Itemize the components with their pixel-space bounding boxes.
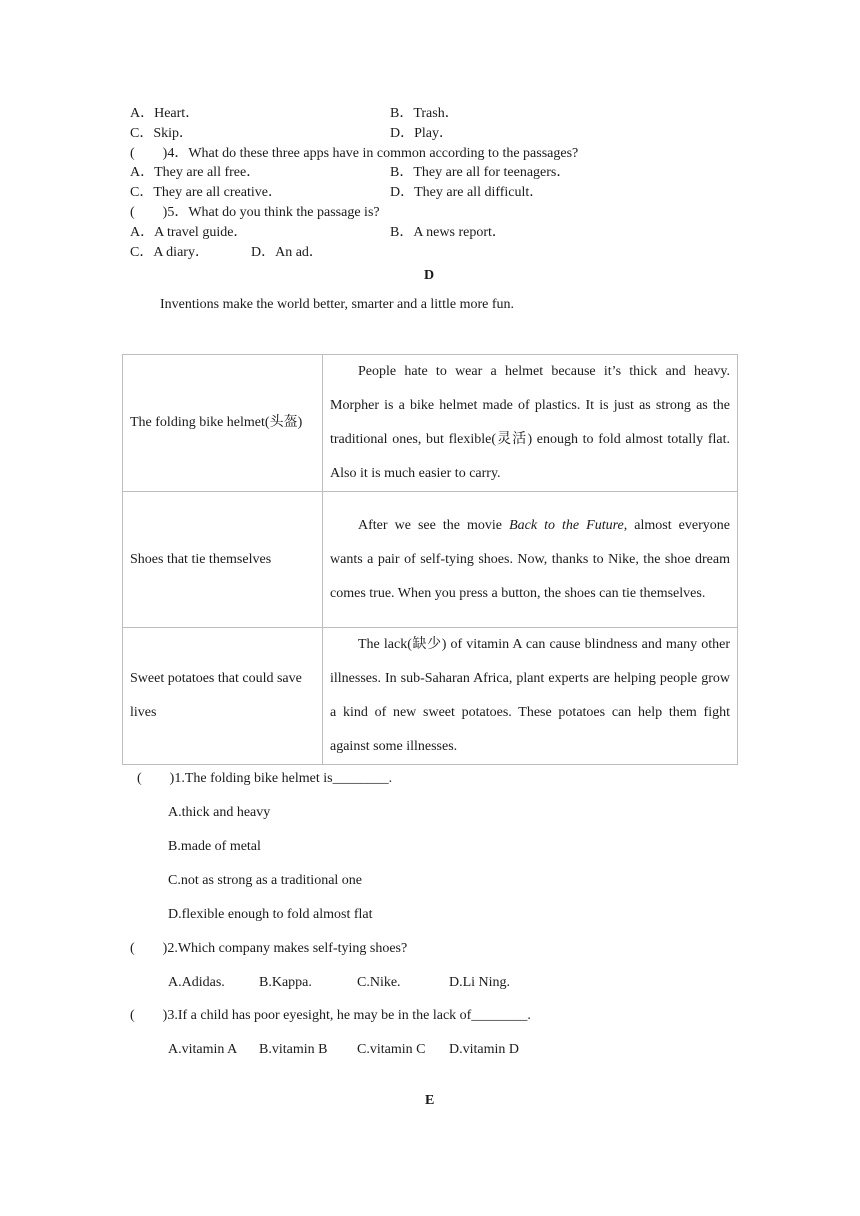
invention-desc-helmet	[323, 355, 738, 492]
question-d2-stem: ( )2.Which company makes self-tying shoes?	[130, 941, 408, 956]
option-d2a: A.Adidas.	[168, 975, 225, 990]
potatoes-description: The lack(缺少) of vitamin A can cause blindness and many other illnesses. In sub-Saharan Africa, plant experts are helping people grow a kind of new sweet potatoes. These potatoes can help them fight against some illnesses.	[330, 637, 730, 754]
shoes-description	[330, 509, 730, 611]
option-5c: C．A diary．	[130, 245, 209, 260]
option-d3a: A.vitamin A	[168, 1042, 238, 1057]
option-3c: C．Skip．	[130, 126, 194, 141]
table-row	[123, 492, 738, 628]
option-d2b: B.Kappa.	[259, 975, 312, 990]
invention-desc-potatoes	[323, 628, 738, 765]
option-d2d: D.Li Ning.	[449, 975, 511, 990]
invention-name-helmet: The folding bike helmet(头盔)	[123, 355, 323, 492]
invention-desc-shoes	[323, 492, 738, 628]
question-d1-stem: ( )1.The folding bike helmet is________.	[137, 771, 393, 786]
option-5b: B．A news report．	[390, 225, 506, 240]
question-4-stem: ( )4．What do these three apps have in common according to the passages?	[130, 146, 579, 161]
shoes-desc-after: , almost everyone wants a pair of self-tying shoes. Now, thanks to Nike, the shoe dream comes true. When you press a button, the shoes can tie themselves.	[330, 517, 730, 601]
option-d3d: D.vitamin D	[449, 1042, 519, 1057]
option-d1b: B.made of metal	[168, 839, 261, 854]
question-5-stem: ( )5．What do you think the passage is?	[130, 205, 380, 220]
option-5d: D．An ad．	[251, 245, 323, 260]
table-row	[123, 628, 738, 765]
inventions-table	[122, 354, 738, 765]
option-5a: A．A travel guide．	[130, 225, 248, 240]
option-4b: B．They are all for teenagers．	[390, 165, 571, 180]
section-e-heading: E	[425, 1093, 435, 1108]
helmet-description: People hate to wear a helmet because it’s thick and heavy. Morpher is a bike helmet made of plastics. It is just as strong as the traditional ones, but flexible(灵活) enough to fold almost totally flat. Also it is much easier to carry.	[330, 364, 730, 481]
table-row	[123, 355, 738, 492]
invention-name-potatoes: Sweet potatoes that could save lives	[123, 628, 323, 765]
option-3d: D．Play．	[390, 126, 453, 141]
option-d1d: D.flexible enough to fold almost flat	[168, 907, 373, 922]
option-4d: D．They are all difficult．	[390, 185, 544, 200]
shoes-desc-before: After we see the movie	[358, 517, 510, 533]
option-4a: A．They are all free．	[130, 165, 261, 180]
option-d1a: A.thick and heavy	[168, 805, 271, 820]
section-d-intro: Inventions make the world better, smarter and a little more fun.	[160, 297, 514, 312]
invention-name-shoes: Shoes that tie themselves	[123, 492, 323, 628]
section-d-heading: D	[424, 268, 435, 283]
option-d1c: C.not as strong as a traditional one	[168, 873, 363, 888]
movie-title: Back to the Future	[509, 517, 624, 533]
option-3a: A．Heart．	[130, 106, 200, 121]
option-d3c: C.vitamin C	[357, 1042, 426, 1057]
option-4c: C．They are all creative．	[130, 185, 282, 200]
option-d2c: C.Nike.	[357, 975, 401, 990]
question-d3-stem: ( )3.If a child has poor eyesight, he may be in the lack of________.	[130, 1008, 531, 1023]
option-3b: B．Trash．	[390, 106, 459, 121]
option-d3b: B.vitamin B	[259, 1042, 328, 1057]
